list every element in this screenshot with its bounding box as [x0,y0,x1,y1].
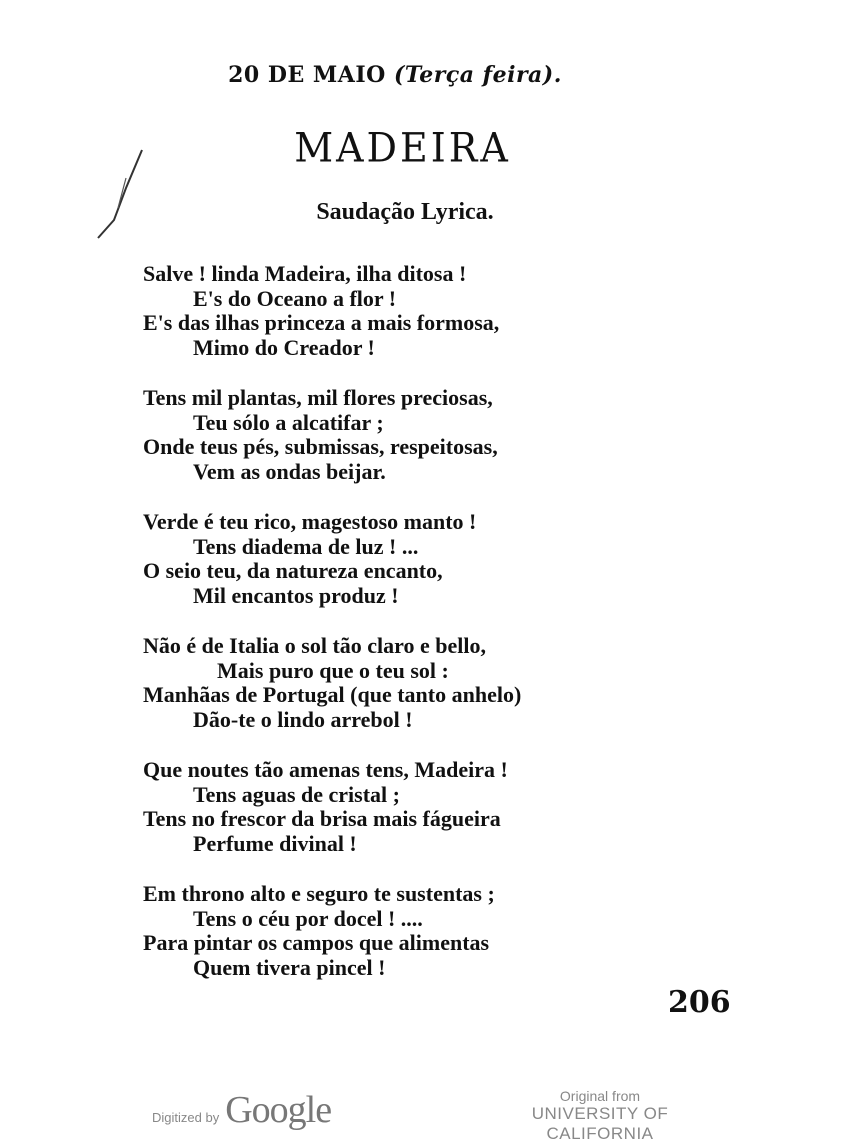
poem-line: Vem as ondas beijar. [193,458,386,484]
original-from-text: Original from [559,1088,641,1104]
poem-line: O seio teu, da natureza encanto, [143,558,443,583]
poem-line: Tens aguas de cristal ; [193,781,400,807]
stanza-1 [143,262,663,360]
poem-subtitle: Saudação Lyrica. [316,199,494,225]
stanza-5 [143,758,663,856]
stanza-2 [143,386,663,484]
header-date: 20 DE MAIO [228,62,386,88]
poem-line: E's das ilhas princeza a mais formosa, [143,310,500,335]
poem-line: Não é de Italia o sol tão claro e bello, [143,633,486,658]
poem-line: Tens diadema de luz ! ... [193,533,419,559]
poem-title: MADEIRA [294,124,511,172]
poem-line: Verde é teu rico, magestoso manto ! [143,509,477,534]
header-weekday: (Terça feira). [393,62,562,88]
page-header [0,62,790,88]
poem-line: Tens mil plantas, mil flores preciosas, [143,385,493,410]
original-from-watermark [486,1088,714,1144]
poem-line: Tens no frescor da brisa mais fágueira [143,806,501,831]
poem-body [143,262,663,1006]
poem-line: Manhãas de Portugal (que tanto anhelo) [143,682,522,707]
poem-line: Em throno alto e seguro te sustentas ; [143,881,495,906]
poem-line: Tens o céu por docel ! .... [193,905,423,931]
poem-line: E's do Oceano a flor ! [193,285,397,311]
stanza-6 [143,882,663,980]
poem-line: Mil encantos produz ! [193,582,399,608]
poem-line: Mais puro que o teu sol : [217,657,449,683]
poem-line: Teu sólo a alcatifar ; [193,409,384,435]
poem-line: Salve ! linda Madeira, ilha ditosa ! [143,261,467,286]
google-logo: Google [225,1089,332,1131]
poem-line: Que noutes tão amenas tens, Madeira ! [143,757,508,782]
stanza-3 [143,510,663,608]
poem-line: Perfume divinal ! [193,830,357,856]
digitized-by-watermark [152,1088,331,1132]
poem-line: Quem tivera pincel ! [193,954,386,980]
stanza-4 [143,634,663,732]
poem-line: Mimo do Creador ! [193,334,375,360]
poem-line: Onde teus pés, submissas, respeitosas, [143,434,498,459]
university-text: UNIVERSITY OF CALIFORNIA [531,1104,669,1143]
poem-line: Para pintar os campos que alimentas [143,930,490,955]
digitized-by-text: Digitized by [152,1110,220,1125]
page-number: 206 [668,985,731,1020]
poem-line: Dão-te o lindo arrebol ! [193,706,413,732]
